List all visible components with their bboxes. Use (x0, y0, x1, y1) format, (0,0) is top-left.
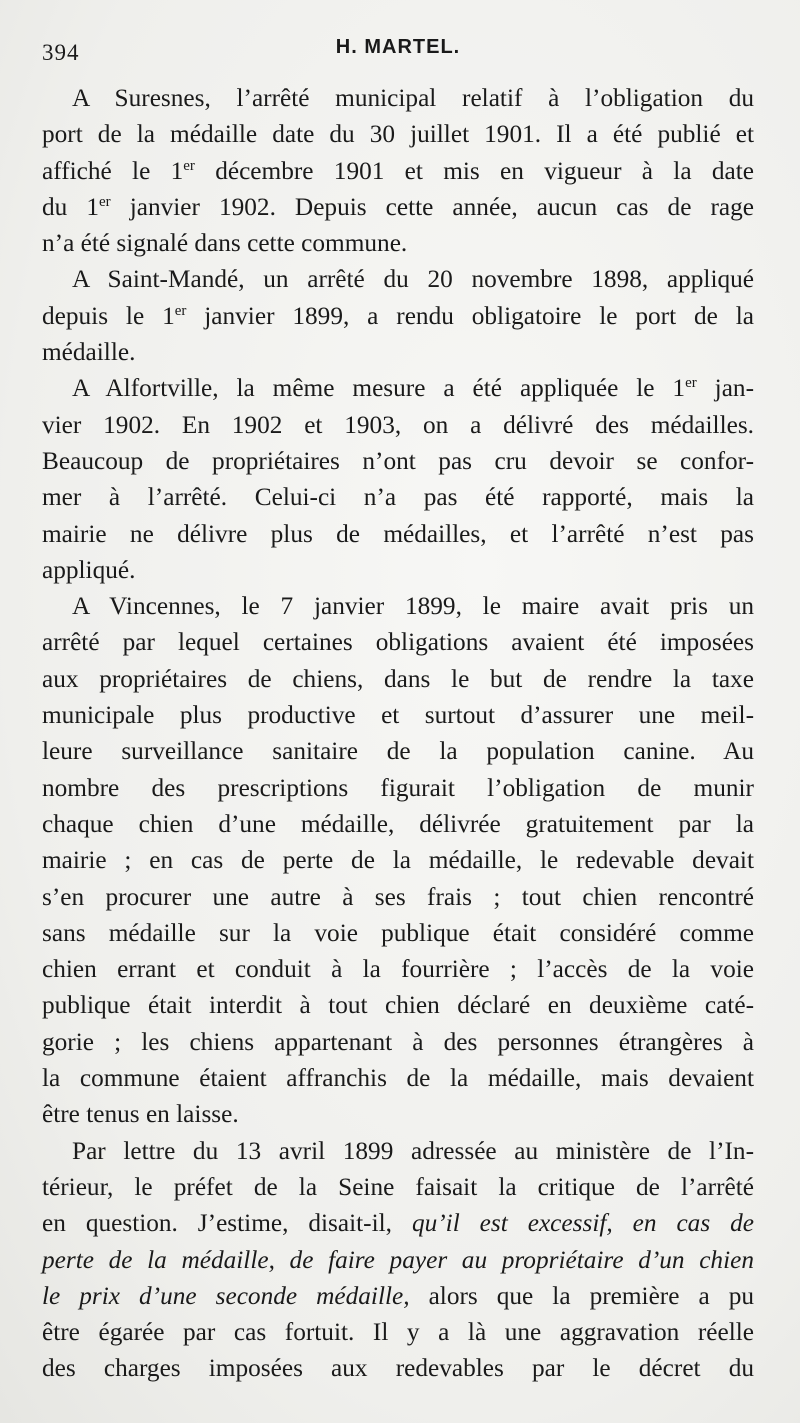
text-line: publique était interdit à tout chien déclaré en deuxième caté- (42, 991, 754, 1020)
page-number: 394 (42, 40, 80, 65)
text-line: la commune étaient affranchis de la médaille, mais devaient (42, 1064, 754, 1093)
text-line: A Alfortville, la même mesure a été appliquée le 1er jan- (72, 374, 754, 403)
text-line: s’en procurer une autre à ses frais ; tout chien rencontré (42, 882, 754, 911)
text-line: du 1er janvier 1902. Depuis cette année, aucun cas de rage (42, 192, 754, 221)
text-line-mixed (42, 1205, 754, 1241)
text-line: chaque chien d’une médaille, délivrée gratuitement par la (42, 809, 754, 838)
text-line: mairie ne délivre plus de médailles, et l’arrêté n’est pas (42, 519, 754, 548)
text-line: gorie ; les chiens appartenant à des personnes étrangères à (42, 1027, 754, 1056)
running-title: H. MARTEL. (335, 36, 461, 58)
text-line: port de la médaille date du 30 juillet 1901. Il a été publié et (42, 120, 754, 149)
text-line: nombre des prescriptions figurait l’obligation de munir (42, 773, 754, 802)
text-line: Par lettre du 13 avril 1899 adressée au ministère de l’In- (72, 1136, 754, 1165)
text-line: municipale plus productive et surtout d’assurer une meil- (42, 701, 754, 730)
text-line: affiché le 1er décembre 1901 et mis en vigueur à la date (42, 156, 754, 185)
italic-quote: perte de la médaille, de faire payer au propriétaire d’un chien (42, 1245, 754, 1274)
text-line: des charges imposées aux redevables par le décret du (42, 1354, 754, 1383)
text-line (42, 1242, 754, 1278)
text-line: arrêté par lequel certaines obligations avaient été imposées (42, 628, 754, 657)
text-line: vier 1902. En 1902 et 1903, on a délivré des médailles. (42, 410, 754, 439)
paragraph-saint-mande (42, 261, 754, 370)
running-head (42, 36, 754, 80)
text-line: sans médaille sur la voie publique était considéré comme (42, 918, 754, 947)
text-line: Beaucoup de propriétaires n’ont pas cru devoir se confor- (42, 446, 754, 475)
italic-quote: le prix d’une seconde médaille, (42, 1281, 410, 1310)
text-line: mairie ; en cas de perte de la médaille, le redevable devait (42, 846, 754, 875)
text-line: depuis le 1er janvier 1899, a rendu obligatoire le port de la (42, 301, 754, 330)
text-line-mixed (42, 1278, 754, 1314)
text-line: A Suresnes, l’arrêté municipal relatif à l’obligation du (72, 84, 754, 112)
paragraph-vincennes (42, 588, 754, 1132)
italic-quote: qu’il est excessif, en cas de (411, 1209, 754, 1238)
text-line: A Vincennes, le 7 janvier 1899, le maire avait pris un (72, 592, 754, 621)
text-line: être égarée par cas fortuit. Il y a là une aggravation réelle (42, 1318, 754, 1347)
roman-run: en question. J’estime, disait-il, (42, 1209, 392, 1238)
text-line: chien errant et conduit à la fourrière ; l’accès de la voie (42, 955, 754, 984)
text-line: aux propriétaires de chiens, dans le but de rendre la taxe (42, 664, 754, 693)
text-line: A Saint-Mandé, un arrêté du 20 novembre 1898, appliqué (72, 265, 754, 294)
paragraph-suresnes (42, 80, 754, 261)
text-line: appliqué. (42, 555, 136, 584)
text-line: mer à l’arrêté. Celui-ci n’a pas été rapporté, mais la (42, 483, 754, 512)
paragraph-alfortville (42, 370, 754, 588)
text-line: médaille. (42, 338, 136, 367)
text-line: être tenus en laisse. (42, 1100, 239, 1129)
text-line: leure surveillance sanitaire de la population canine. Au (42, 737, 754, 766)
text-line: n’a été signalé dans cette commune. (42, 229, 408, 258)
paragraph-prefet-letter (42, 1133, 754, 1387)
text-line: térieur, le préfet de la Seine faisait la critique de l’arrêté (42, 1172, 754, 1201)
roman-run: alors que la première a pu (428, 1281, 754, 1310)
body-text (42, 80, 754, 1387)
